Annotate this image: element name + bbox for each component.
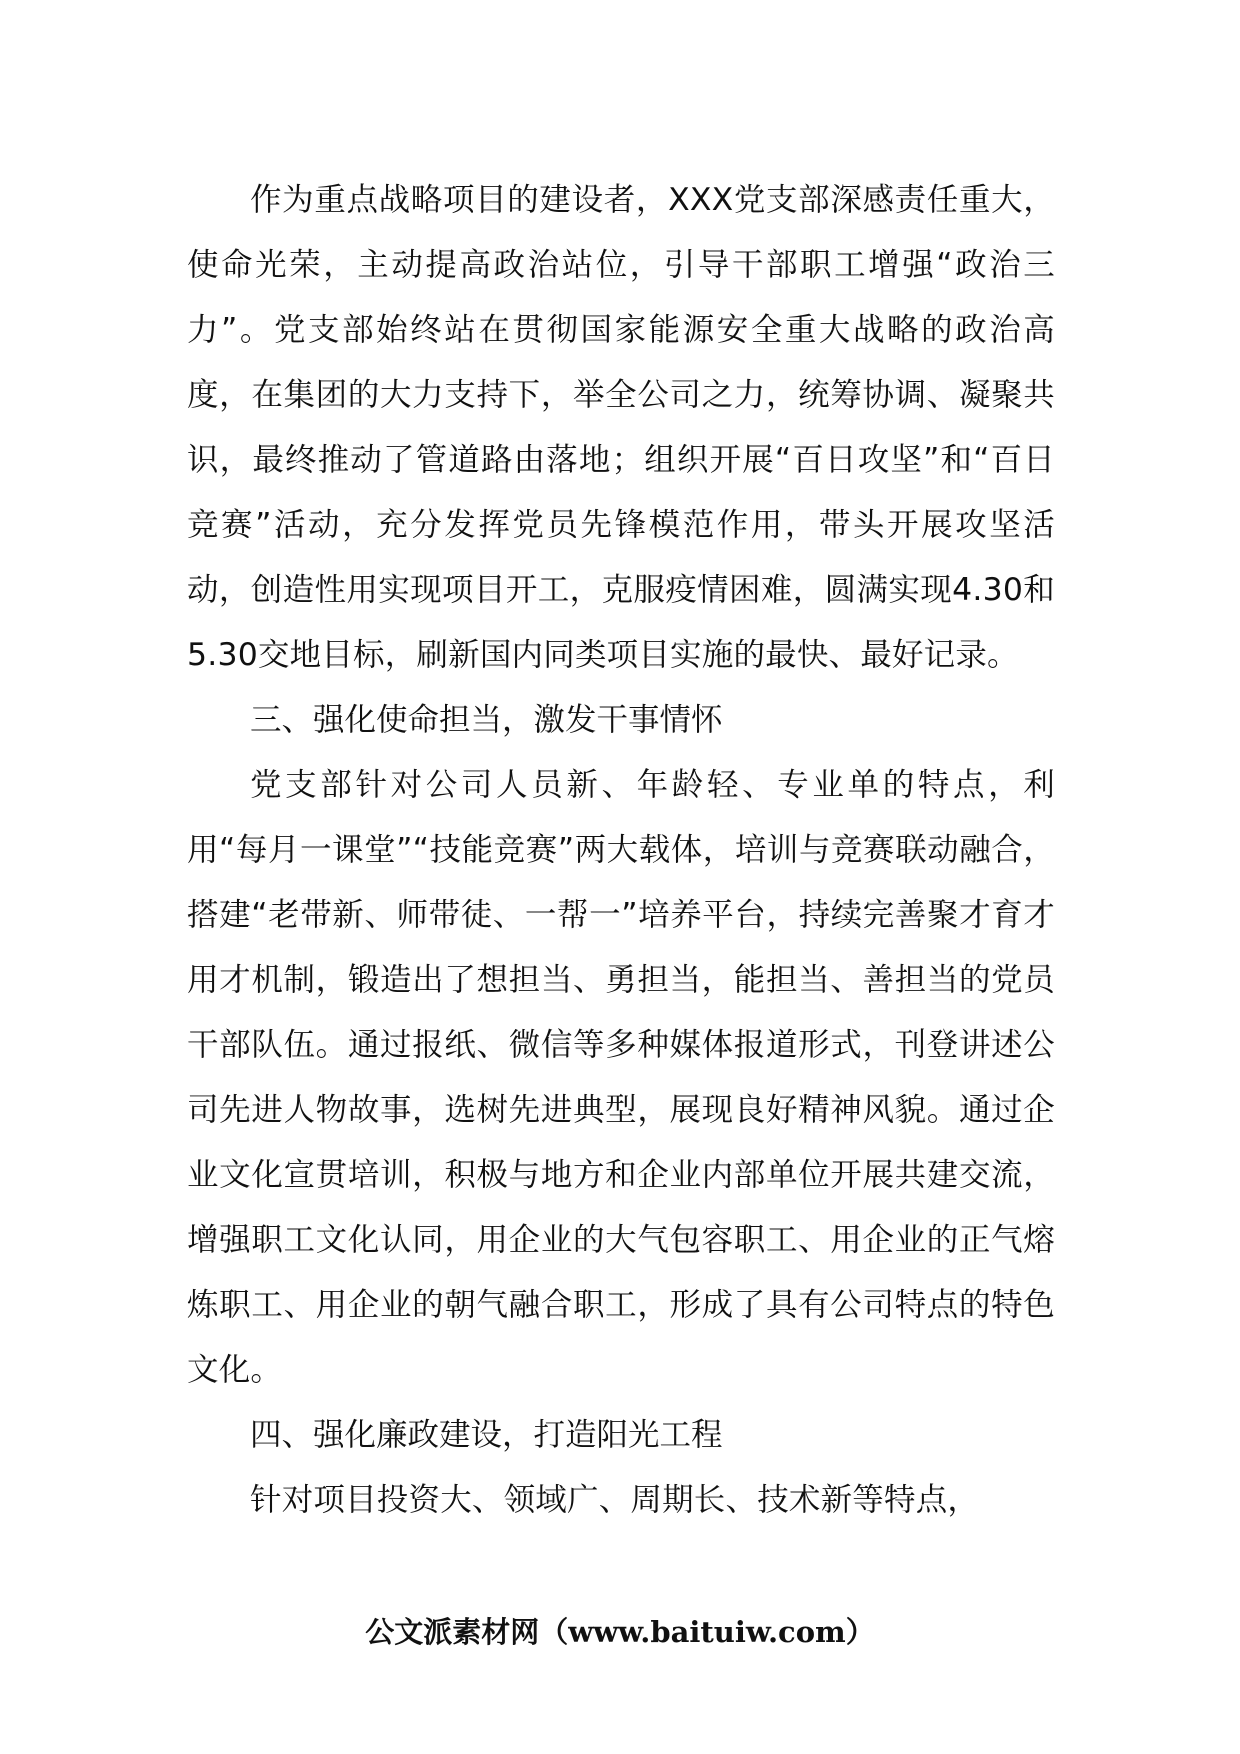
section-heading-3: 三、强化使命担当，激发干事情怀 [250, 702, 723, 738]
document-body [187, 168, 1055, 1533]
section-heading-4: 四、强化廉政建设，打造阳光工程 [250, 1417, 723, 1453]
source-watermark: 公文派素材网（www.baituiw.com） [365, 1615, 875, 1649]
paragraph-project-builder: 作为重点战略项目的建设者，XXX党支部深感责任重大，使命光荣，主动提高政治站位，引导干部职工增强“政治三力”。党支部始终站在贯彻国家能源安全重大战略的政治高度，在集团的大力支持下，举全公司之力，统筹协调、凝聚共识，最终推动了管道路由落地；组织开展“百日攻坚”和“百日竞赛”活动，充分发挥党员先锋模范作用，带头开展攻坚活动，创造性用实现项目开工，克服疫情困难，圆满实现4.30和5.30交地目标，刷新国内同类项目实施的最快、最好记录。 [187, 182, 1055, 673]
paragraph-project-features: 针对项目投资大、领域广、周期长、技术新等特点， [250, 1482, 980, 1518]
paragraph-talent-culture: 党支部针对公司人员新、年龄轻、专业单的特点，利用“每月一课堂”“技能竞赛”两大载体，培训与竞赛联动融合，搭建“老带新、师带徒、一帮一”培养平台，持续完善聚才育才用才机制，锻造出了想担当、勇担当，能担当、善担当的党员干部队伍。通过报纸、微信等多种媒体报道形式，刊登讲述公司先进人物故事，选树先进典型，展现良好精神风貌。通过企业文化宣贯培训，积极与地方和企业内部单位开展共建交流，增强职工文化认同，用企业的大气包容职工、用企业的正气熔炼职工、用企业的朝气融合职工，形成了具有公司特点的特色文化。 [187, 767, 1055, 1388]
